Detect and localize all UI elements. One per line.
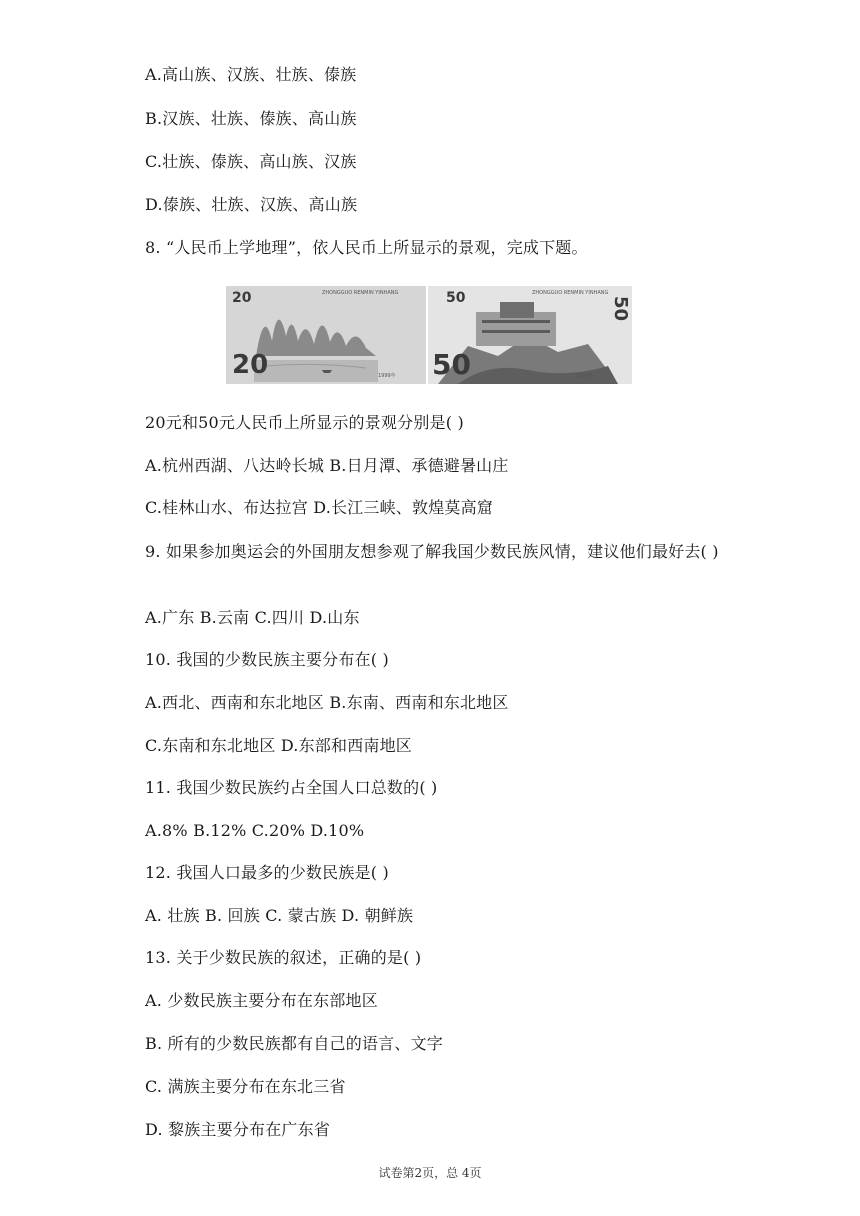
- denomination-top-50: 50: [446, 290, 466, 306]
- q7-option-d: D.傣族、壮族、汉族、高山族: [145, 195, 358, 214]
- q13-option-a: A. 少数民族主要分布在东部地区: [145, 991, 378, 1010]
- q11-stem: 11. 我国少数民族约占全国人口总数的( ): [145, 778, 438, 797]
- banknote-image: [226, 286, 632, 384]
- banknote-50-yuan: [428, 286, 632, 384]
- q11-options: A.8% B.12% C.20% D.10%: [145, 821, 365, 840]
- q8-options-ab: A.杭州西湖、八达岭长城 B.日月潭、承德避暑山庄: [145, 456, 509, 475]
- q7-option-a: A.高山族、汉族、壮族、傣族: [145, 65, 357, 84]
- banknote-20-yuan: [226, 286, 428, 384]
- denomination-side-50: 50: [610, 296, 631, 322]
- q7-option-c: C.壮族、傣族、高山族、汉族: [145, 152, 357, 171]
- q8-stem: 8. “人民币上学地理”，依人民币上所显示的景观，完成下题。: [145, 238, 588, 257]
- q13-stem: 13. 关于少数民族的叙述，正确的是( ): [145, 948, 422, 967]
- q13-option-b: B. 所有的少数民族都有自己的语言、文字: [145, 1034, 443, 1053]
- q10-options-cd: C.东南和东北地区 D.东部和西南地区: [145, 736, 412, 755]
- q8-sub-question: 20元和50元人民币上所显示的景观分别是( ): [145, 413, 464, 432]
- denomination-top-20: 20: [232, 290, 252, 306]
- q12-stem: 12. 我国人口最多的少数民族是( ): [145, 863, 389, 882]
- page-footer: 试卷第2页，总 4页: [378, 1166, 482, 1180]
- denomination-bottom-20: 20: [232, 350, 269, 380]
- q13-option-c: C. 满族主要分布在东北三省: [145, 1077, 346, 1096]
- bank-name-20: ZHONGGUO RENMIN YINHANG: [322, 290, 399, 296]
- q8-options-cd: C.桂林山水、布达拉宫 D.长江三峡、敦煌莫高窟: [145, 498, 493, 517]
- q10-options-ab: A.西北、西南和东北地区 B.东南、西南和东北地区: [145, 693, 509, 712]
- year-20: 1999年: [378, 373, 396, 379]
- year-50: 1999年: [576, 373, 594, 379]
- q12-options: A. 壮族 B. 回族 C. 蒙古族 D. 朝鲜族: [145, 906, 414, 925]
- q10-stem: 10. 我国的少数民族主要分布在( ): [145, 650, 389, 669]
- bank-name-50: ZHONGGUO RENMIN YINHANG: [532, 290, 609, 296]
- q13-option-d: D. 黎族主要分布在广东省: [145, 1120, 331, 1139]
- q9-stem: 9. 如果参加奥运会的外国朋友想参观了解我国少数民族风情，建议他们最好去( ): [145, 542, 719, 561]
- q9-options: A.广东 B.云南 C.四川 D.山东: [145, 608, 360, 627]
- denomination-bottom-50: 50: [432, 348, 471, 381]
- q7-option-b: B.汉族、壮族、傣族、高山族: [145, 109, 357, 128]
